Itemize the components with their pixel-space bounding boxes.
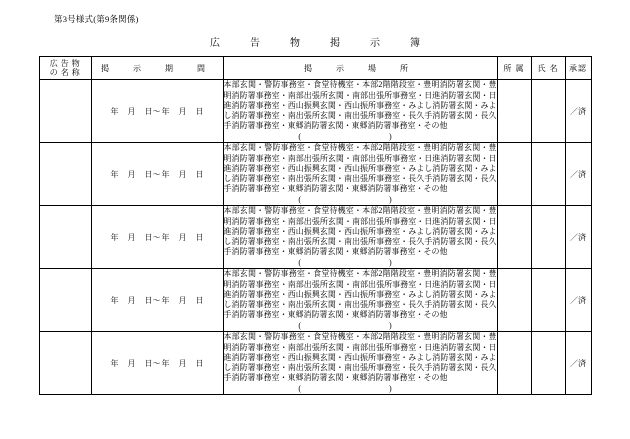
period-token-y1: 年: [110, 106, 119, 116]
column-header-signature: 氏 名: [531, 57, 565, 80]
place-other-blank[interactable]: ( ): [298, 257, 392, 267]
table-row: [39, 206, 591, 269]
period-token-y2: 年: [161, 295, 170, 305]
cell-approval[interactable]: ／済: [565, 206, 591, 269]
period-token-m1: 月: [127, 106, 136, 116]
period-token-y2: 年: [161, 358, 170, 368]
cell-place[interactable]: [223, 143, 497, 206]
cell-period[interactable]: [91, 332, 223, 395]
place-list-text: 本部玄関・警防事務室・食堂待機室・本部2階階段室・豊明消防署玄関・豊明消防署事務室・南部出張所玄関・南部出張所事務室・日進消防署玄関・日進消防署事務室・西山振興玄関・西山振所事務室・みよし消防署玄関・みよし消防署事務室・南出張所玄関・南出張所事務室・長久手消防署玄関・長久手消防署事務室・東郷消防署玄関・東郷消防署事務室・その他: [223, 80, 497, 131]
period-token-d2: 日: [195, 169, 204, 179]
column-header-name: [39, 57, 91, 80]
cell-department[interactable]: [497, 80, 531, 143]
table-row: [39, 269, 591, 332]
place-list-text: 本部玄関・警防事務室・食堂待機室・本部2階階段室・豊明消防署玄関・豊明消防署事務室・南部出張所玄関・南部出張所事務室・日進消防署玄関・日進消防署事務室・西山振興玄関・西山振所事務室・みよし消防署玄関・みよし消防署事務室・南出張所玄関・南出張所事務室・長久手消防署玄関・長久手消防署事務室・東郷消防署玄関・東郷消防署事務室・その他: [223, 269, 497, 320]
cell-period[interactable]: [91, 206, 223, 269]
period-token-m2: 月: [178, 232, 187, 242]
cell-approval[interactable]: ／済: [565, 269, 591, 332]
table-header-row: [39, 57, 591, 80]
cell-signature[interactable]: [531, 206, 565, 269]
period-token-y1: 年: [110, 358, 119, 368]
period-token-d2: 日: [195, 106, 204, 116]
cell-approval[interactable]: ／済: [565, 143, 591, 206]
period-token-d1: 日～: [144, 358, 161, 368]
cell-place[interactable]: [223, 332, 497, 395]
cell-name[interactable]: [39, 269, 91, 332]
cell-approval[interactable]: ／済: [565, 80, 591, 143]
place-list-text: 本部玄関・警防事務室・食堂待機室・本部2階階段室・豊明消防署玄関・豊明消防署事務室・南部出張所玄関・南部出張所事務室・日進消防署玄関・日進消防署事務室・西山振興玄関・西山振所事務室・みよし消防署玄関・みよし消防署事務室・南出張所玄関・南出張所事務室・長久手消防署玄関・長久手消防署事務室・東郷消防署玄関・東郷消防署事務室・その他: [223, 206, 497, 257]
period-token-y1: 年: [110, 169, 119, 179]
period-token-d1: 日～: [144, 232, 161, 242]
cell-period[interactable]: [91, 269, 223, 332]
period-token-d2: 日: [195, 358, 204, 368]
column-header-name-line2: の 名 称: [49, 68, 81, 78]
place-other-blank[interactable]: ( ): [298, 383, 392, 393]
cell-signature[interactable]: [531, 332, 565, 395]
table-body: [39, 80, 591, 395]
period-token-m2: 月: [178, 106, 187, 116]
period-token-m1: 月: [127, 358, 136, 368]
period-token-y2: 年: [161, 169, 170, 179]
cell-place[interactable]: [223, 80, 497, 143]
cell-place[interactable]: [223, 269, 497, 332]
period-token-d2: 日: [195, 295, 204, 305]
period-token-d1: 日～: [144, 169, 161, 179]
period-token-m1: 月: [127, 169, 136, 179]
cell-department[interactable]: [497, 143, 531, 206]
period-token-m2: 月: [178, 295, 187, 305]
column-header-period: 掲 示 期 間: [91, 57, 223, 80]
place-other-blank[interactable]: ( ): [298, 194, 392, 204]
cell-approval[interactable]: ／済: [565, 332, 591, 395]
table-header: [39, 57, 591, 80]
cell-place[interactable]: [223, 206, 497, 269]
cell-signature[interactable]: [531, 269, 565, 332]
table-row: [39, 80, 591, 143]
cell-name[interactable]: [39, 332, 91, 395]
period-token-y1: 年: [110, 295, 119, 305]
column-header-name-line1: 広 告 物: [49, 59, 81, 68]
column-header-department: 所 属: [497, 57, 531, 80]
cell-department[interactable]: [497, 269, 531, 332]
cell-name[interactable]: [39, 143, 91, 206]
cell-period[interactable]: [91, 143, 223, 206]
period-token-m1: 月: [127, 232, 136, 242]
period-token-d1: 日～: [144, 106, 161, 116]
cell-period[interactable]: [91, 80, 223, 143]
period-token-d1: 日～: [144, 295, 161, 305]
cell-department[interactable]: [497, 332, 531, 395]
posting-ledger-table: [39, 56, 592, 395]
page-title: 広 告 物 掲 示 簿: [210, 38, 430, 50]
place-list-text: 本部玄関・警防事務室・食堂待機室・本部2階階段室・豊明消防署玄関・豊明消防署事務室・南部出張所玄関・南部出張所事務室・日進消防署玄関・日進消防署事務室・西山振興玄関・西山振所事務室・みよし消防署玄関・みよし消防署事務室・南出張所玄関・南出張所事務室・長久手消防署玄関・長久手消防署事務室・東郷消防署玄関・東郷消防署事務室・その他: [223, 143, 497, 194]
cell-signature[interactable]: [531, 80, 565, 143]
period-token-m2: 月: [178, 169, 187, 179]
table-row: [39, 332, 591, 395]
period-token-m1: 月: [127, 295, 136, 305]
column-header-approval: 承認: [565, 57, 591, 80]
place-other-blank[interactable]: ( ): [298, 131, 392, 141]
period-token-d2: 日: [195, 232, 204, 242]
column-header-place: 掲 示 場 所: [223, 57, 497, 80]
period-token-m2: 月: [178, 358, 187, 368]
place-other-blank[interactable]: ( ): [298, 320, 392, 330]
period-token-y2: 年: [161, 106, 170, 116]
table-row: [39, 143, 591, 206]
period-token-y2: 年: [161, 232, 170, 242]
period-token-y1: 年: [110, 232, 119, 242]
place-list-text: 本部玄関・警防事務室・食堂待機室・本部2階階段室・豊明消防署玄関・豊明消防署事務室・南部出張所玄関・南部出張所事務室・日進消防署玄関・日進消防署事務室・西山振興玄関・西山振所事務室・みよし消防署玄関・みよし消防署事務室・南出張所玄関・南出張所事務室・長久手消防署玄関・長久手消防署事務室・東郷消防署玄関・東郷消防署事務室・その他: [223, 332, 497, 383]
cell-name[interactable]: [39, 80, 91, 143]
cell-signature[interactable]: [531, 143, 565, 206]
cell-name[interactable]: [39, 206, 91, 269]
cell-department[interactable]: [497, 206, 531, 269]
form-number: 第3号様式(第9条関係): [54, 14, 139, 24]
